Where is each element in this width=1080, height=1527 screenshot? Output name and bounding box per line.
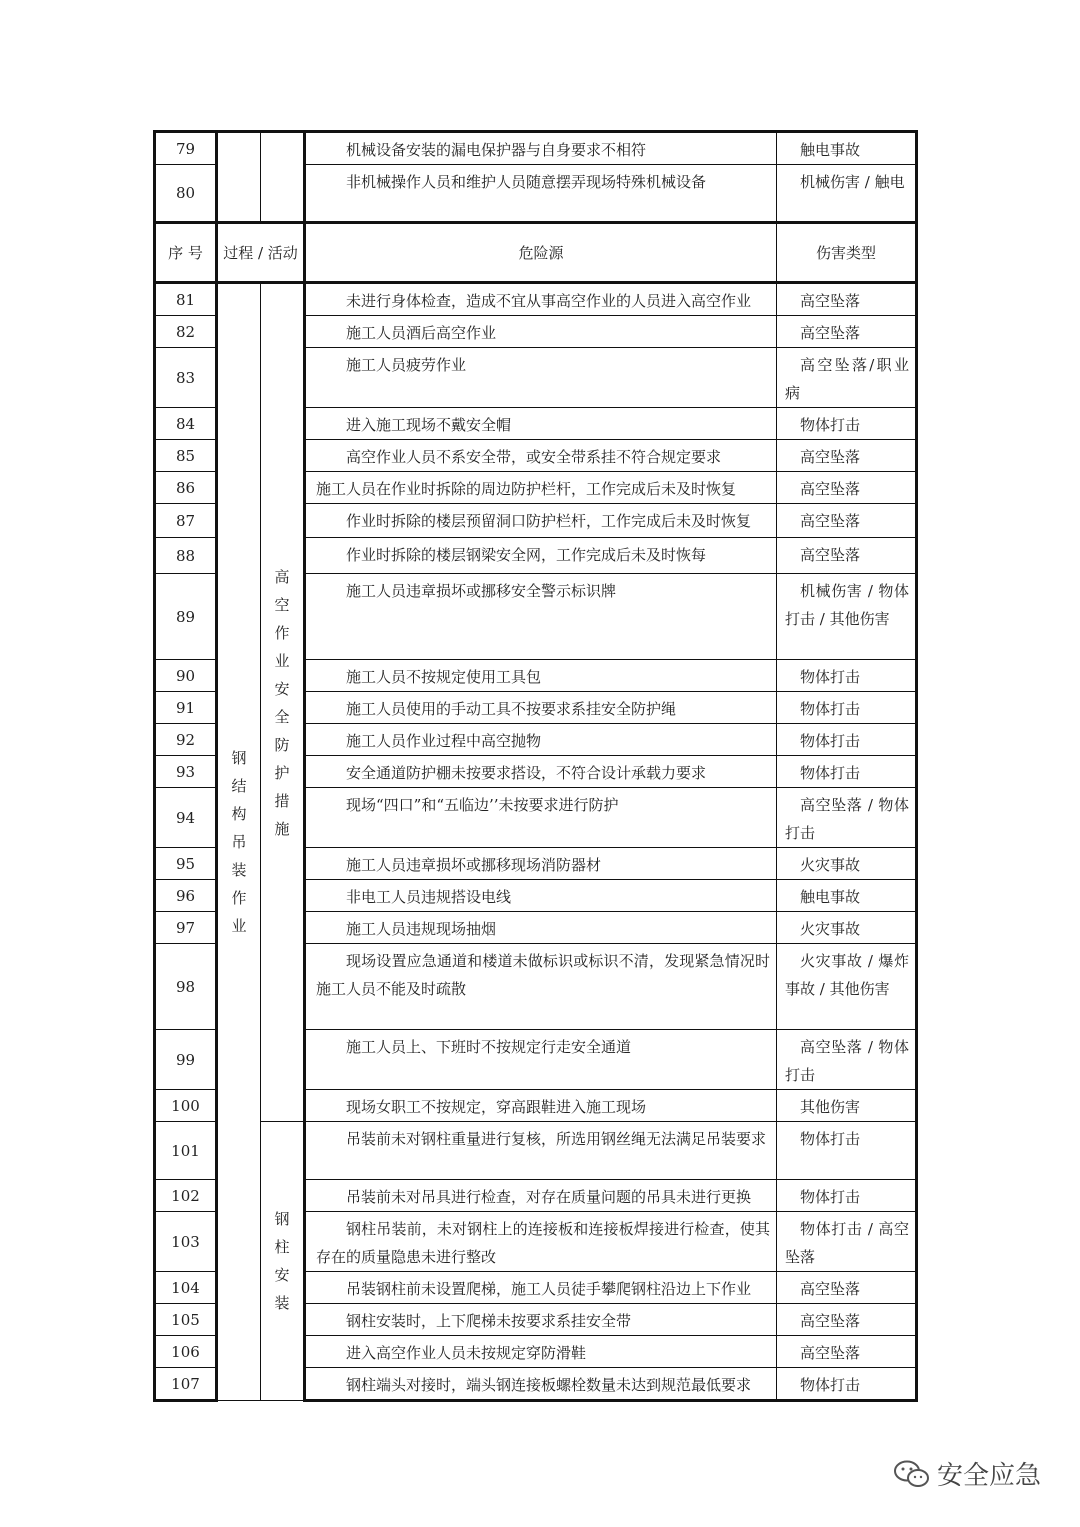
row-number: 88 <box>155 538 217 574</box>
injury-type-cell: 高空坠落 <box>777 504 917 538</box>
hazard-cell: 施工人员违规现场抽烟 <box>305 912 777 944</box>
table-row <box>155 132 917 165</box>
row-number: 107 <box>155 1368 217 1401</box>
injury-type-cell: 触电事故 <box>777 132 917 165</box>
row-number: 100 <box>155 1090 217 1122</box>
table-row <box>155 283 917 316</box>
injury-type-cell: 火灾事故 <box>777 912 917 944</box>
injury-type-cell: 物体打击 <box>777 756 917 788</box>
hazard-cell: 施工人员上、下班时不按规定行走安全通道 <box>305 1030 777 1090</box>
row-number: 89 <box>155 574 217 660</box>
row-number: 105 <box>155 1304 217 1336</box>
hazard-cell: 施工人员作业过程中高空抛物 <box>305 724 777 756</box>
row-number: 79 <box>155 132 217 165</box>
hazard-document <box>153 130 918 1402</box>
injury-type-cell: 高空坠落 <box>777 440 917 472</box>
header-hazard: 危险源 <box>305 223 777 283</box>
hazard-cell: 施工人员违章损坏或挪移现场消防器材 <box>305 848 777 880</box>
row-number: 81 <box>155 283 217 316</box>
hazard-cell: 吊装钢柱前未设置爬梯，施工人员徒手攀爬钢柱沿边上下作业 <box>305 1272 777 1304</box>
hazard-cell: 作业时拆除的楼层预留洞口防护栏杆，工作完成后未及时恢复 <box>305 504 777 538</box>
hazard-cell: 施工人员使用的手动工具不按要求系挂安全防护绳 <box>305 692 777 724</box>
group-column-install-text: 钢柱安装 <box>274 1210 290 1312</box>
injury-type-cell: 机械伤害 / 物体打击 / 其他伤害 <box>777 574 917 660</box>
row-number: 95 <box>155 848 217 880</box>
injury-type-cell: 物体打击 <box>777 692 917 724</box>
hazard-cell: 未进行身体检查，造成不宜从事高空作业的人员进入高空作业 <box>305 283 777 316</box>
injury-type-cell: 高空坠落 <box>777 1272 917 1304</box>
injury-type-cell: 高空坠落 <box>777 472 917 504</box>
wechat-icon <box>893 1459 931 1489</box>
row-number: 87 <box>155 504 217 538</box>
row-number: 91 <box>155 692 217 724</box>
injury-type-cell: 物体打击 <box>777 1368 917 1401</box>
header-injury-type: 伤害类型 <box>777 223 917 283</box>
injury-type-cell: 高空坠落 <box>777 316 917 348</box>
hazard-cell: 作业时拆除的楼层钢梁安全网，工作完成后未及时恢每 <box>305 538 777 574</box>
hazard-cell: 现场“四口”和“五临边’’未按要求进行防护 <box>305 788 777 848</box>
injury-type-cell: 高空坠落 / 物体打击 <box>777 788 917 848</box>
injury-type-cell: 高空坠落 <box>777 283 917 316</box>
injury-type-cell: 物体打击 <box>777 408 917 440</box>
row-number: 83 <box>155 348 217 408</box>
injury-type-cell: 火灾事故 <box>777 848 917 880</box>
injury-type-cell: 物体打击 <box>777 660 917 692</box>
hazard-cell: 高空作业人员不系安全带，或安全带系挂不符合规定要求 <box>305 440 777 472</box>
process-main-text: 钢结构吊装作业 <box>231 749 247 935</box>
injury-type-cell: 高空坠落 <box>777 538 917 574</box>
row-number: 82 <box>155 316 217 348</box>
row-number: 85 <box>155 440 217 472</box>
injury-type-cell: 高空坠落 <box>777 1336 917 1368</box>
row-number: 106 <box>155 1336 217 1368</box>
group-column-install <box>261 1122 305 1401</box>
row-number: 96 <box>155 880 217 912</box>
hazard-cell: 现场女职工不按规定，穿高跟鞋进入施工现场 <box>305 1090 777 1122</box>
watermark <box>893 1455 1041 1492</box>
row-number: 101 <box>155 1122 217 1180</box>
process-cell <box>217 132 261 223</box>
hazard-cell: 钢柱安装时，上下爬梯未按要求系挂安全带 <box>305 1304 777 1336</box>
subprocess-cell <box>261 132 305 223</box>
hazard-cell: 进入高空作业人员未按规定穿防滑鞋 <box>305 1336 777 1368</box>
row-number: 92 <box>155 724 217 756</box>
hazard-cell: 施工人员不按规定使用工具包 <box>305 660 777 692</box>
hazard-table <box>153 130 918 1402</box>
row-number: 84 <box>155 408 217 440</box>
injury-type-cell: 高空坠落 <box>777 1304 917 1336</box>
injury-type-cell: 机械伤害 / 触电 <box>777 165 917 223</box>
hazard-cell: 施工人员在作业时拆除的周边防护栏杆，工作完成后未及时恢复 <box>305 472 777 504</box>
injury-type-cell: 高空坠落 / 物体打击 <box>777 1030 917 1090</box>
hazard-cell: 机械设备安装的漏电保护器与自身要求不相符 <box>305 132 777 165</box>
hazard-cell: 施工人员疲劳作业 <box>305 348 777 408</box>
hazard-cell: 吊装前未对吊具进行检查，对存在质量问题的吊具未进行更换 <box>305 1180 777 1212</box>
row-number: 93 <box>155 756 217 788</box>
row-number: 98 <box>155 944 217 1030</box>
hazard-cell: 钢柱端头对接时，端头钢连接板螺栓数量未达到规范最低要求 <box>305 1368 777 1401</box>
hazard-cell: 非电工人员违规搭设电线 <box>305 880 777 912</box>
hazard-cell: 进入施工现场不戴安全帽 <box>305 408 777 440</box>
injury-type-cell: 高空坠落/职业病 <box>777 348 917 408</box>
watermark-text: 安全应急 <box>937 1461 1042 1491</box>
row-number: 94 <box>155 788 217 848</box>
row-number: 99 <box>155 1030 217 1090</box>
header-number: 序 号 <box>155 223 217 283</box>
injury-type-cell: 物体打击 <box>777 724 917 756</box>
hazard-cell: 施工人员违章损坏或挪移安全警示标识牌 <box>305 574 777 660</box>
group-height-safety-text: 高空作业安全防护措施 <box>274 567 290 838</box>
hazard-cell: 钢柱吊装前，未对钢柱上的连接板和连接板焊接进行检查，使其存在的质量隐患未进行整改 <box>305 1212 777 1272</box>
row-number: 97 <box>155 912 217 944</box>
hazard-cell: 非机械操作人员和维护人员随意摆弄现场特殊机械设备 <box>305 165 777 223</box>
group-height-safety <box>261 283 305 1122</box>
injury-type-cell: 物体打击 / 高空坠落 <box>777 1212 917 1272</box>
row-number: 103 <box>155 1212 217 1272</box>
row-number: 102 <box>155 1180 217 1212</box>
row-number: 104 <box>155 1272 217 1304</box>
header-row <box>155 223 917 283</box>
injury-type-cell: 其他伤害 <box>777 1090 917 1122</box>
injury-type-cell: 物体打击 <box>777 1180 917 1212</box>
row-number: 86 <box>155 472 217 504</box>
row-number: 80 <box>155 165 217 223</box>
row-number: 90 <box>155 660 217 692</box>
hazard-cell: 吊装前未对钢柱重量进行复核，所选用钢丝绳无法满足吊装要求 <box>305 1122 777 1180</box>
hazard-cell: 施工人员酒后高空作业 <box>305 316 777 348</box>
hazard-cell: 安全通道防护棚未按要求搭设，不符合设计承载力要求 <box>305 756 777 788</box>
header-process: 过程 / 活动 <box>217 223 305 283</box>
hazard-cell: 现场设置应急通道和楼道未做标识或标识不清，发现紧急情况时施工人员不能及时疏散 <box>305 944 777 1030</box>
process-main <box>217 283 261 1401</box>
injury-type-cell: 触电事故 <box>777 880 917 912</box>
injury-type-cell: 物体打击 <box>777 1122 917 1180</box>
injury-type-cell: 火灾事故 / 爆炸事故 / 其他伤害 <box>777 944 917 1030</box>
table-row <box>155 1122 917 1180</box>
